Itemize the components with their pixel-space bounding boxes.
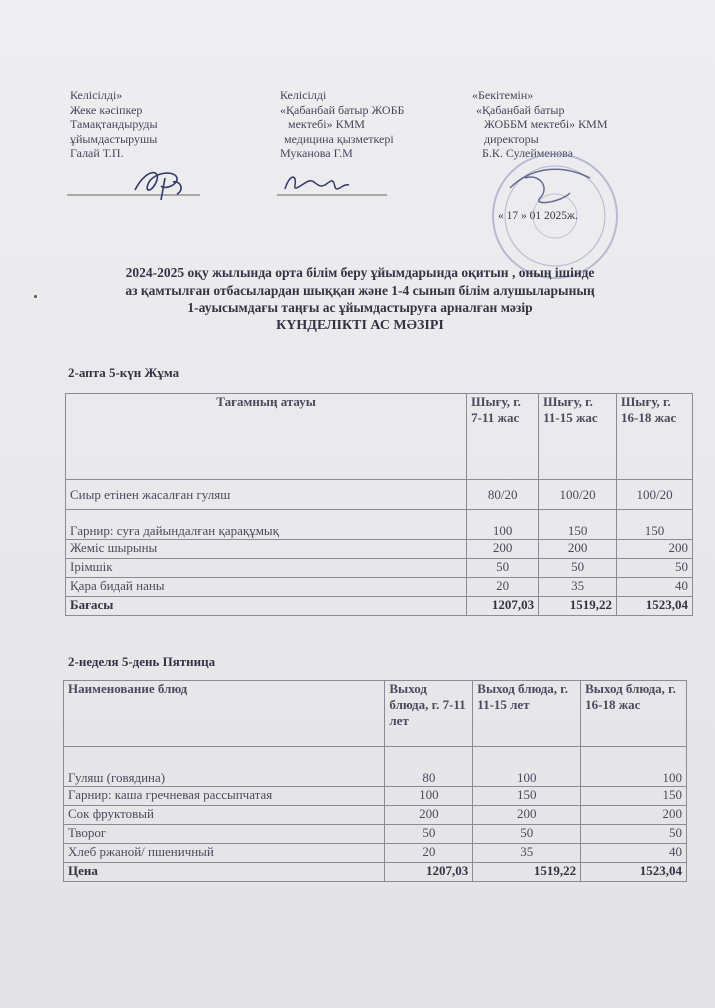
total-label: Бағасы: [66, 597, 467, 616]
portion-value: 40: [617, 578, 693, 597]
total-value: 1523,04: [581, 863, 687, 882]
portion-value: 100: [473, 747, 581, 787]
portion-value: 50: [617, 559, 693, 578]
portion-value: 150: [581, 787, 687, 806]
table-row: [66, 540, 693, 559]
portion-value: 100/20: [539, 480, 617, 510]
doc-title-line: аз қамтылған отбасылардан шыққан және 1-4 сынып білім алушыларының: [125, 283, 595, 298]
portion-value: 50: [473, 825, 581, 844]
portion-value: 150: [473, 787, 581, 806]
approval-left-line: ұйымдастырушы: [70, 131, 158, 146]
table-row: [66, 480, 693, 510]
total-value: 1207,03: [467, 597, 539, 616]
approval-right-line: директоры: [484, 131, 539, 146]
column-header: Выход блюда, г. 7-11 лет: [385, 681, 473, 747]
dish-name: Ірімшік: [66, 559, 467, 578]
portion-value: 35: [539, 578, 617, 597]
dish-name: Сок фруктовый: [64, 806, 385, 825]
approval-right-line: «Қабанбай батыр: [476, 102, 565, 117]
kz-menu-table: [65, 393, 693, 616]
column-header: Выход блюда, г. 11-15 лет: [473, 681, 581, 747]
table-row: [64, 844, 687, 863]
portion-value: 50: [539, 559, 617, 578]
portion-value: 80: [385, 747, 473, 787]
portion-value: 150: [539, 510, 617, 540]
table-row: [64, 747, 687, 787]
approval-left-line: Тамақтандыруды: [70, 117, 158, 131]
approval-left-line: Жеке кәсіпкер: [70, 102, 143, 117]
portion-value: 200: [617, 540, 693, 559]
portion-value: 50: [581, 825, 687, 844]
column-header: Шығу, г. 16-18 жас: [617, 394, 693, 480]
approval-right-line: «Бекітемін»: [472, 88, 534, 102]
portion-value: 80/20: [467, 480, 539, 510]
doc-title-line: 2024-2025 оқу жылында орта білім беру ұйымдарында оқитын , оның ішінде: [125, 265, 595, 280]
portion-value: 150: [617, 510, 693, 540]
portion-value: 200: [385, 806, 473, 825]
approval-middle-line: «Қабанбай батыр ЖОББ: [280, 102, 405, 117]
approval-middle-line: мектебі» КММ: [288, 117, 365, 131]
portion-value: 50: [467, 559, 539, 578]
dish-name: Гарнир: суға дайындалған қарақұмық: [66, 510, 467, 540]
total-label: Цена: [64, 863, 385, 882]
signature-left: [65, 160, 205, 210]
column-header: Выход блюда, г. 16-18 жас: [581, 681, 687, 747]
column-header: Шығу, г. 7-11 жас: [467, 394, 539, 480]
portion-value: 100: [385, 787, 473, 806]
portion-value: 200: [539, 540, 617, 559]
approval-right-line: Б.К. Сулейменова: [482, 146, 573, 160]
table-row: [66, 559, 693, 578]
table-row: [64, 825, 687, 844]
total-value: 1207,03: [385, 863, 473, 882]
kz-menu-heading: 2-апта 5-күн Жұма: [68, 365, 180, 380]
ru-menu-heading: 2-неделя 5-день Пятница: [68, 654, 216, 669]
dish-name: Сиыр етінен жасалған гуляш: [66, 480, 467, 510]
total-row: [64, 863, 687, 882]
table-row: [66, 510, 693, 540]
portion-value: 100/20: [617, 480, 693, 510]
portion-value: 50: [385, 825, 473, 844]
approval-left-line: Келісілді»: [70, 88, 123, 102]
portion-value: 200: [473, 806, 581, 825]
portion-value: 200: [467, 540, 539, 559]
approval-right-line: ЖОББМ мектебі» КММ: [484, 117, 608, 131]
portion-value: 35: [473, 844, 581, 863]
approval-middle: [280, 88, 404, 161]
approval-middle-line: Муканова Г.М: [280, 146, 353, 160]
approval-middle-line: Келісілді: [280, 88, 327, 102]
speck: [34, 295, 37, 298]
table-row: [64, 787, 687, 806]
approval-middle-line: медицина қызметкері: [284, 131, 394, 146]
dish-name: Гарнир: каша гречневая рассыпчатая: [64, 787, 385, 806]
ru-menu-table: [63, 680, 687, 882]
total-row: [66, 597, 693, 616]
portion-value: 20: [385, 844, 473, 863]
dish-name: Хлеб ржаной/ пшеничный: [64, 844, 385, 863]
approval-left: [70, 88, 158, 161]
doc-title-line: 1-ауысымдағы таңғы ас ұйымдастыруға арналған мәзір: [187, 300, 533, 315]
dish-name: Жеміс шырыны: [66, 540, 467, 559]
portion-value: 100: [467, 510, 539, 540]
table-header-row: [66, 394, 693, 480]
portion-value: 200: [581, 806, 687, 825]
dish-name: Гуляш (говядина): [64, 747, 385, 787]
portion-value: 20: [467, 578, 539, 597]
total-value: 1523,04: [617, 597, 693, 616]
approval-left-line: Галай Т.П.: [70, 146, 124, 160]
column-header: Наименование блюд: [64, 681, 385, 747]
portion-value: 40: [581, 844, 687, 863]
dish-name: Творог: [64, 825, 385, 844]
portion-value: 100: [581, 747, 687, 787]
table-row: [64, 806, 687, 825]
dish-name: Қара бидай наны: [66, 578, 467, 597]
signature-middle: [275, 165, 395, 205]
table-header-row: [64, 681, 687, 747]
table-row: [66, 578, 693, 597]
total-value: 1519,22: [473, 863, 581, 882]
doc-title-main: КҮНДЕЛІКТІ АС МӘЗІРІ: [276, 318, 444, 333]
total-value: 1519,22: [539, 597, 617, 616]
approval-date: « 17 » 01 2025ж.: [498, 210, 578, 222]
column-header: Шығу, г. 11-15 жас: [539, 394, 617, 480]
column-header: Тағамның атауы: [66, 394, 467, 480]
